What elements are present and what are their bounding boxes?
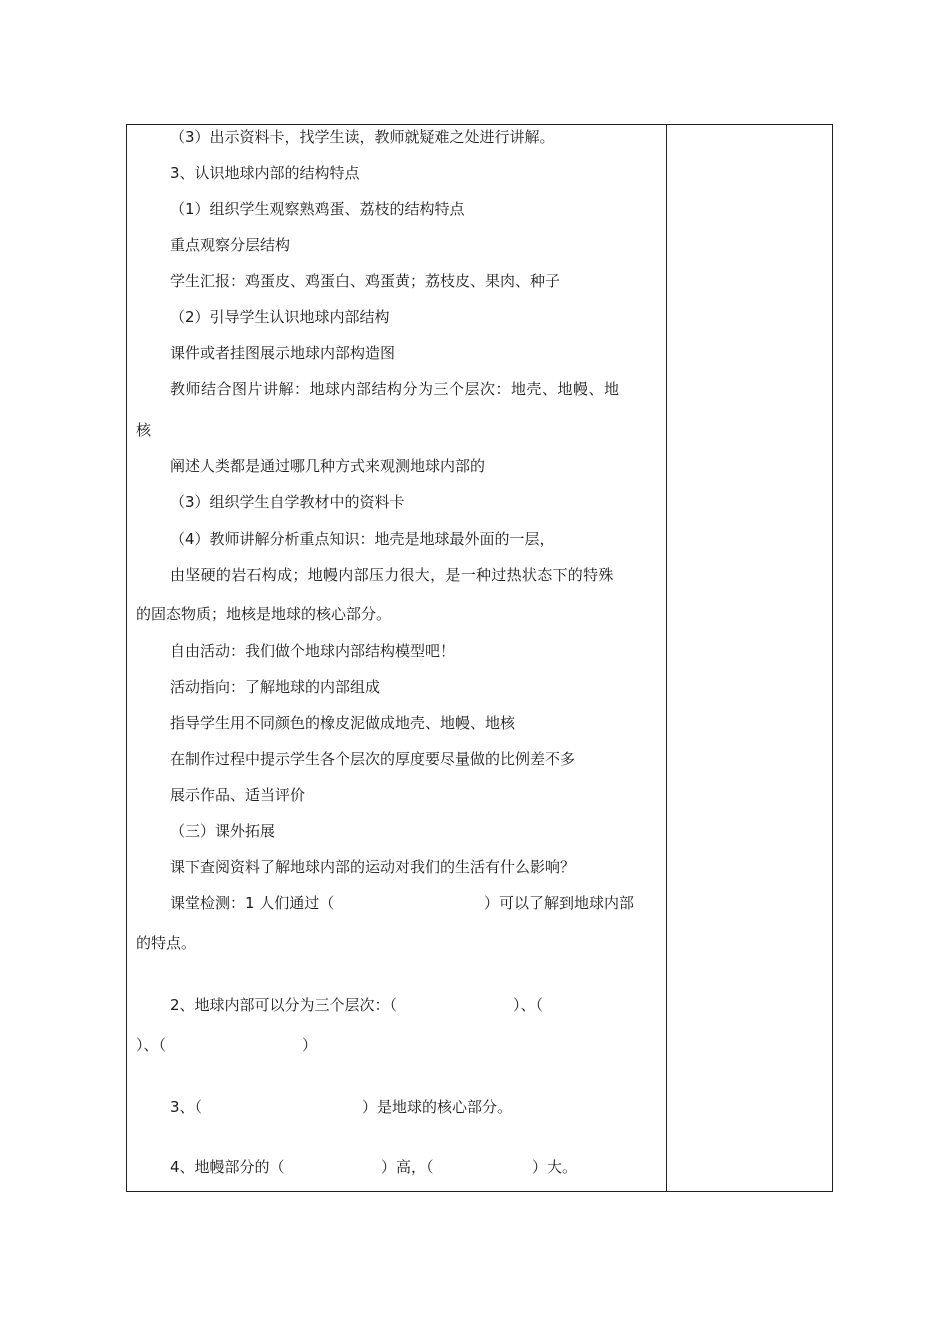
quiz-q4-part-a: 4、地幔部分的（	[170, 1158, 285, 1176]
text-line-5: 学生汇报：鸡蛋皮、鸡蛋白、鸡蛋黄；荔枝皮、果肉、种子	[170, 272, 561, 290]
text-line-12: （4）教师讲解分析重点知识：地壳是地球最外面的一层，	[170, 530, 555, 548]
text-line-17: 指导学生用不同颜色的橡皮泥做成地壳、地幔、地核	[170, 714, 516, 732]
quiz-q3-part-a: 3、（	[170, 1098, 203, 1116]
text-line-7: 课件或者挂图展示地球内部构造图	[170, 344, 396, 362]
text-line-4: 重点观察分层结构	[170, 236, 291, 254]
text-line-1: （3）出示资料卡，找学生读，教师就疑难之处进行讲解。	[170, 128, 555, 146]
quiz-q4-part-c: ）大。	[532, 1158, 578, 1176]
text-line-18: 在制作过程中提示学生各个层次的厚度要尽量做的比例差不多	[170, 750, 576, 768]
column-divider	[666, 124, 667, 1192]
text-line-20: （三）课外拓展	[170, 822, 276, 840]
quiz-q3-part-b: ）是地球的核心部分。	[362, 1098, 513, 1116]
text-line-3: （1）组织学生观察熟鸡蛋、荔枝的结构特点	[170, 200, 465, 218]
text-line-10: 阐述人类都是通过哪几种方式来观测地球内部的	[170, 457, 486, 475]
text-line-2: 3、认识地球内部的结构特点	[170, 164, 360, 182]
quiz-q1-part-b: ）可以了解到地球内部	[484, 894, 635, 912]
text-line-9: 核	[136, 421, 152, 439]
text-line-13: 由坚硬的岩石构成；地幔内部压力很大，是一种过热状态下的特殊	[170, 566, 614, 584]
text-line-15: 自由活动：我们做个地球内部结构模型吧！	[170, 642, 456, 660]
text-line-6: （2）引导学生认识地球内部结构	[170, 308, 390, 326]
quiz-q2-part-c: ）、（	[136, 1036, 167, 1054]
quiz-q2-part-b: ）、（	[513, 996, 544, 1014]
quiz-q1-part-a: 课堂检测：1 人们通过（	[170, 894, 335, 912]
text-line-16: 活动指向：了解地球的内部组成	[170, 678, 381, 696]
quiz-q4-part-b: ）高，（	[381, 1158, 434, 1176]
text-line-8: 教师结合图片讲解：地球内部结构分为三个层次：地壳、地幔、地	[170, 380, 620, 398]
text-line-19: 展示作品、适当评价	[170, 786, 306, 804]
text-line-11: （3）组织学生自学教材中的资料卡	[170, 493, 405, 511]
text-line-21: 课下查阅资料了解地球内部的运动对我们的生活有什么影响？	[170, 858, 576, 876]
quiz-q2-part-a: 2、地球内部可以分为三个层次：（	[170, 996, 398, 1014]
quiz-q1-part-c: 的特点。	[136, 934, 197, 952]
quiz-q2-part-d: ）	[302, 1036, 318, 1054]
text-line-14: 的固态物质；地核是地球的核心部分。	[136, 605, 392, 623]
